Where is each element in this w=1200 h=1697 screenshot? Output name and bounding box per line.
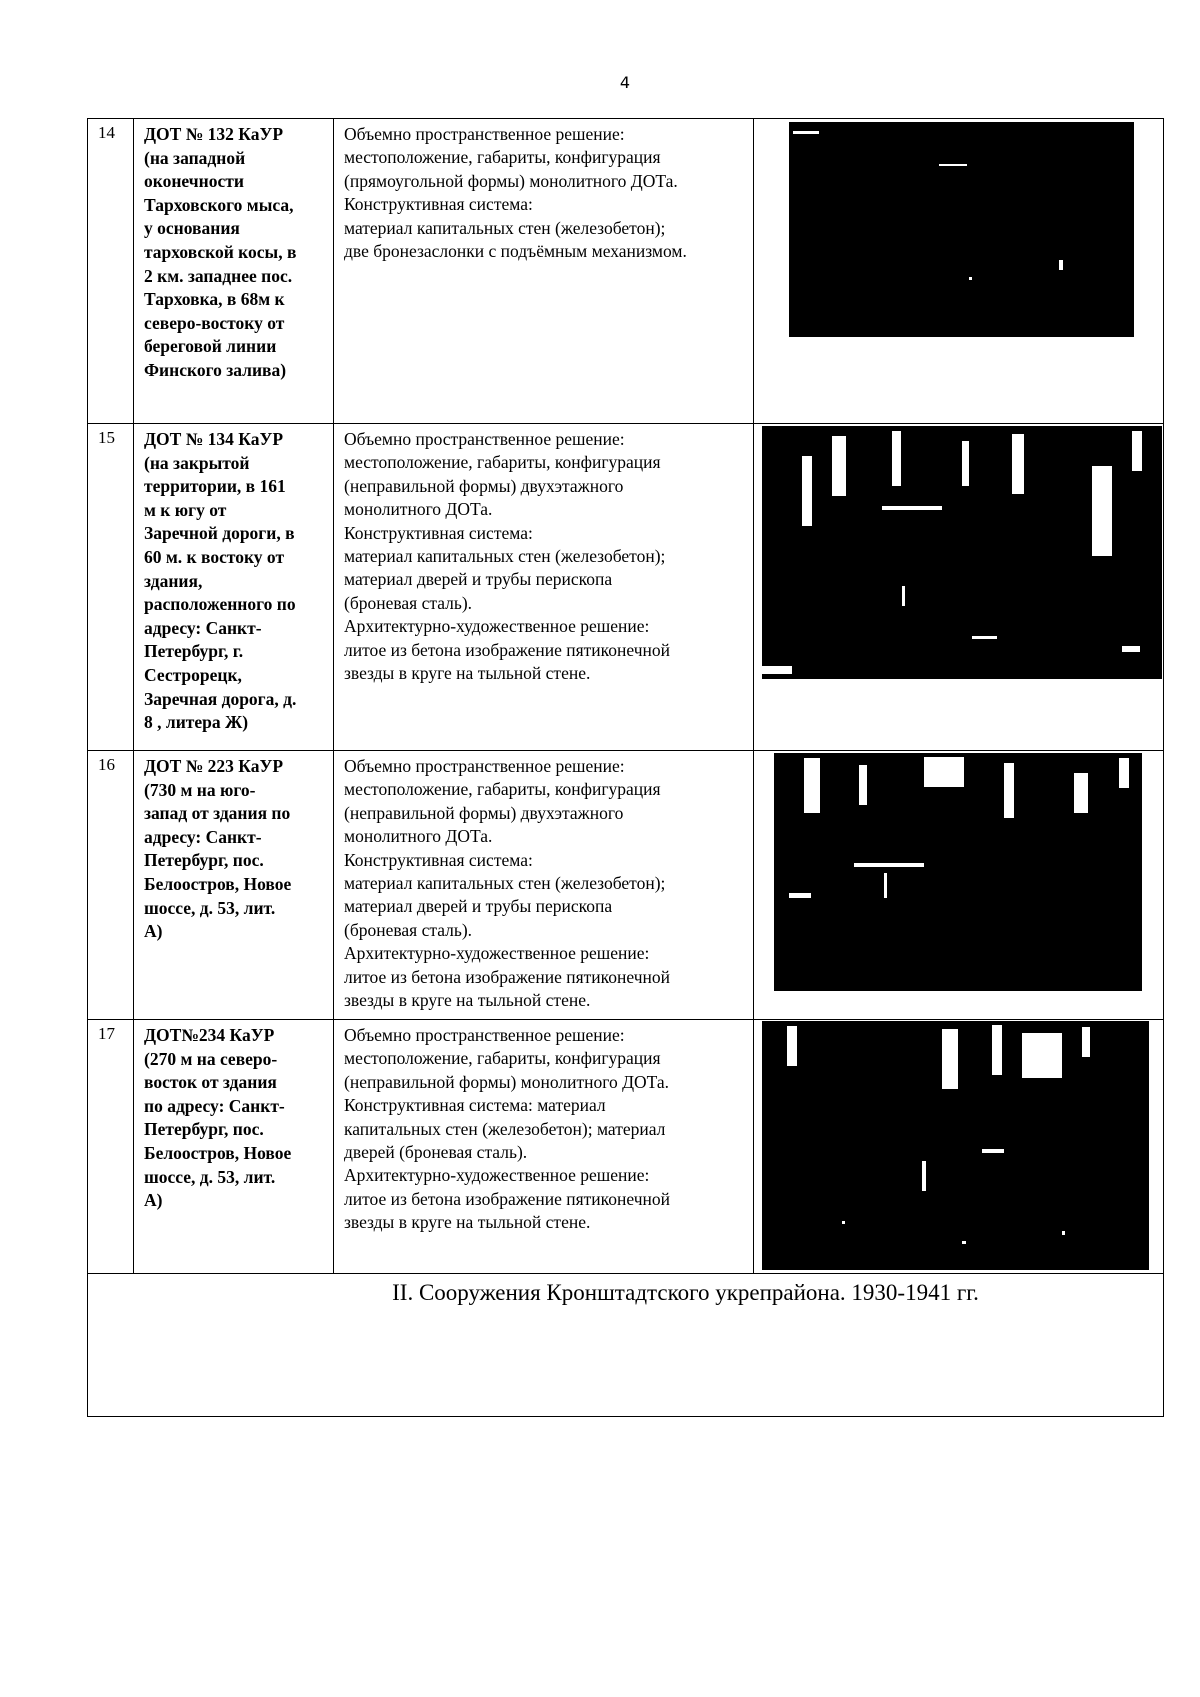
object-name-line: Сестрорецк, [144,664,242,685]
object-name-line: Финского залива) [144,359,287,380]
object-name-line: Петербург, пос. [144,850,264,871]
object-name-line: 2 км. западнее пос. [144,265,293,286]
description-line: Конструктивная система: [344,522,533,543]
object-description [334,424,754,751]
description-line: литое из бетона изображение пятиконечной [344,966,671,987]
object-name-line: А) [144,1190,163,1211]
object-name-line: северо-востоку от [144,312,285,333]
description-line: (неправильной формы) двухэтажного [344,475,624,496]
object-name-line: береговой линии [144,336,277,357]
object-name-line: шоссе, д. 53, лит. [144,897,276,918]
photo-cell [754,751,1164,1020]
description-line: Объемно пространственное решение: [344,124,625,144]
object-name [134,1020,334,1274]
object-name-line: Тарховка, в 68м к [144,289,285,310]
table-row [88,119,1164,424]
section-title: II. Сооружения Кронштадтского укрепрайона. 1930-1941 гг. [392,1280,979,1305]
table-row [88,424,1164,751]
row-number: 14 [88,119,134,424]
description-line: звезды в круге на тыльной стене. [344,663,591,684]
description-line: материал капитальных стен (железобетон); [344,873,666,894]
object-name-line: 8 , литера Ж) [144,712,249,733]
object-name-line: тарховской косы, в [144,241,297,262]
object-description [334,751,754,1020]
object-name-line: шоссе, д. 53, лит. [144,1166,276,1187]
description-line: монолитного ДОТа. [344,499,493,520]
object-name-line: Белоостров, Новое [144,873,292,894]
object-name-line: у основания [144,218,240,239]
object-name-line: (730 м на юго- [144,779,256,800]
object-name-line: А) [144,921,163,942]
description-line: Архитектурно-художественное решение: [344,943,650,964]
object-name-line: адресу: Санкт- [144,826,262,847]
object-name-line: (270 м на северо- [144,1048,278,1069]
object-name-line: Заречной дороги, в [144,523,295,544]
description-line: монолитного ДОТа. [344,826,493,847]
object-name-line: Заречная дорога, д. [144,688,297,709]
object-name [134,424,334,751]
description-line: местоположение, габариты, конфигурация [344,779,661,800]
description-line: литое из бетона изображение пятиконечной [344,639,671,660]
object-name-line: по адресу: Санкт- [144,1095,285,1116]
description-line: капитальных стен (железобетон); материал [344,1118,666,1139]
description-line: Архитектурно-художественное решение: [344,1165,650,1186]
description-line: местоположение, габариты, конфигурация [344,147,661,168]
description-line: две бронезаслонки с подъёмным механизмом. [344,241,687,262]
object-name-line: ДОТ № 134 КаУР [144,429,284,449]
row-number: 17 [88,1020,134,1274]
object-name [134,751,334,1020]
object-name-line: ДОТ № 132 КаУР [144,124,284,144]
object-name-line: ДОТ № 223 КаУР [144,756,284,776]
description-line: (прямоугольной формы) монолитного ДОТа. [344,170,678,191]
description-line: (неправильной формы) двухэтажного [344,802,624,823]
photo-cell [754,424,1164,751]
bunker-photo [762,426,1162,679]
object-name-line: Тарховского мыса, [144,194,294,215]
description-line: Объемно пространственное решение: [344,1025,625,1045]
object-name-line: Петербург, пос. [144,1119,264,1140]
table-row [88,1020,1164,1274]
row-number: 15 [88,424,134,751]
object-description [334,1020,754,1274]
description-line: Конструктивная система: [344,849,533,870]
object-name-line: адресу: Санкт- [144,617,262,638]
page-number: 4 [619,73,631,92]
description-line: Конструктивная система: [344,194,533,215]
object-name-line: расположенного по [144,594,296,615]
object-name-line: (на закрытой [144,452,250,473]
object-name-line: Петербург, г. [144,641,244,662]
description-line: материал дверей и трубы перископа [344,896,613,917]
object-name-line: оконечности [144,171,244,192]
description-line: Объемно пространственное решение: [344,756,625,776]
description-line: литое из бетона изображение пятиконечной [344,1188,671,1209]
object-name-line: запад от здания по [144,803,291,824]
description-line: Объемно пространственное решение: [344,429,625,449]
photo-cell [754,1020,1164,1274]
object-name-line: территории, в 161 [144,476,286,497]
description-line: местоположение, габариты, конфигурация [344,452,661,473]
object-name-line: здания, [144,570,203,591]
photo-cell [754,119,1164,424]
description-line: материал капитальных стен (железобетон); [344,546,666,567]
description-line: звезды в круге на тыльной стене. [344,1212,591,1233]
object-name-line: м к югу от [144,499,227,520]
bunker-photo [774,753,1142,991]
object-name-line: 60 м. к востоку от [144,546,285,567]
bunker-photo [762,1021,1149,1270]
description-line: Конструктивная система: материал [344,1095,606,1116]
object-description [334,119,754,424]
section-row [88,1274,1164,1417]
description-line: Архитектурно-художественное решение: [344,616,650,637]
monument-table [87,118,1164,1417]
table-row [88,751,1164,1020]
description-line: (неправильной формы) монолитного ДОТа. [344,1071,670,1092]
bunker-photo [789,122,1134,337]
description-line: материал дверей и трубы перископа [344,569,613,590]
section-cell [88,1274,1164,1417]
object-name-line: восток от здания [144,1072,277,1093]
row-number: 16 [88,751,134,1020]
description-line: материал капитальных стен (железобетон); [344,217,666,238]
description-line: (броневая сталь). [344,592,473,613]
description-line: (броневая сталь). [344,919,473,940]
description-line: звезды в круге на тыльной стене. [344,990,591,1011]
object-name-line: ДОТ№234 КаУР [144,1025,275,1045]
object-name-line: Белоостров, Новое [144,1142,292,1163]
object-name [134,119,334,424]
object-name-line: (на западной [144,147,246,168]
description-line: дверей (броневая сталь). [344,1142,528,1163]
description-line: местоположение, габариты, конфигурация [344,1048,661,1069]
